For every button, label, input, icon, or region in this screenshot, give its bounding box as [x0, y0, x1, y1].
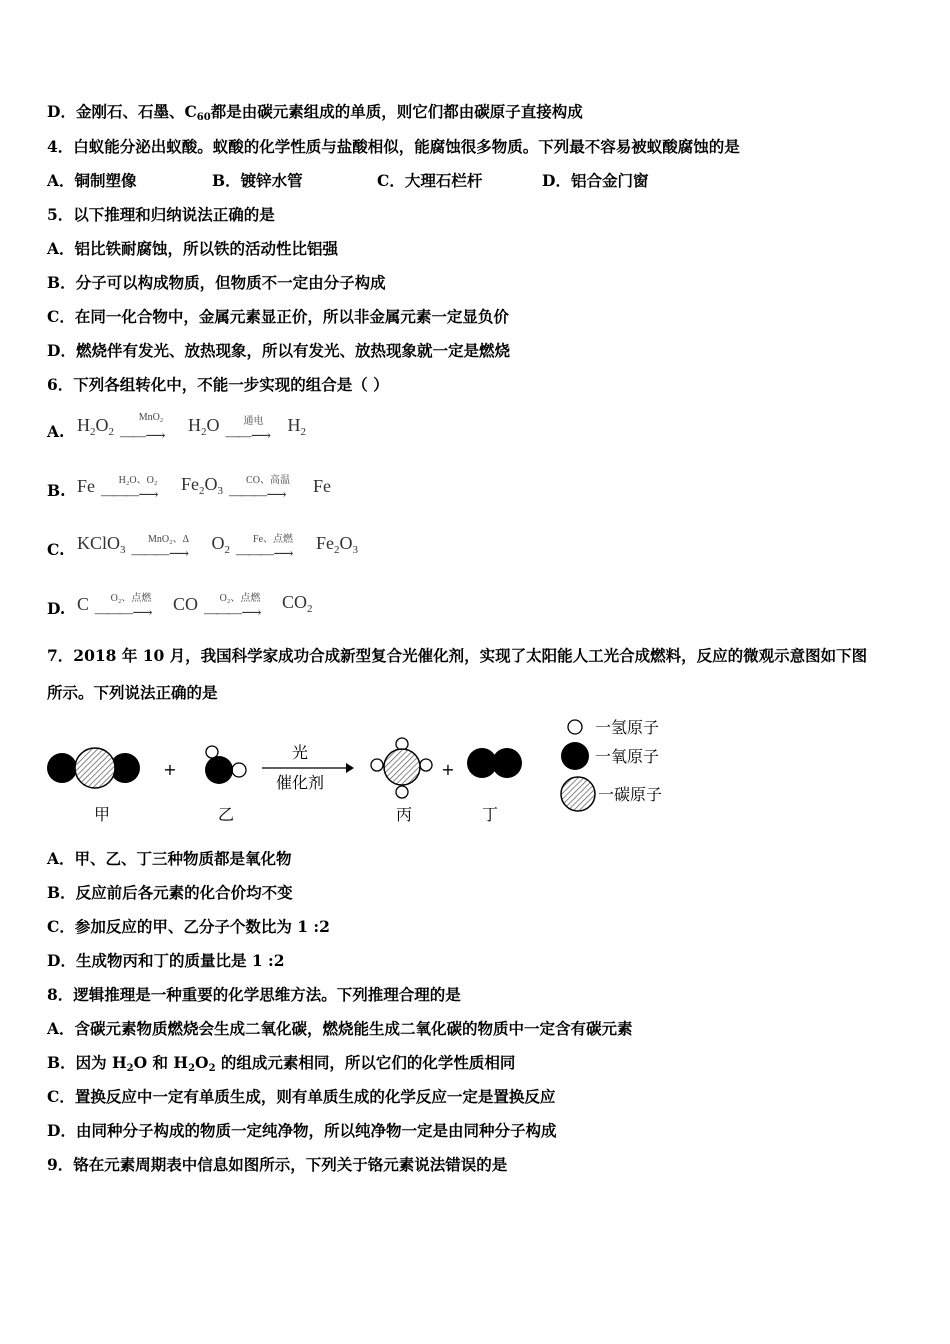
legend-oxygen-label: 一氧原子	[595, 747, 660, 766]
legend-carbon-label: 一碳原子	[598, 785, 663, 804]
reaction-arrow: CO、高温 ——— ⟶	[229, 475, 290, 503]
hydrogen-atom	[232, 763, 246, 777]
q7-stem-line2: 所示。下列说法正确的是	[47, 683, 218, 702]
hydrogen-atom	[371, 759, 383, 771]
plus-sign: +	[441, 760, 455, 779]
molecule-ding	[467, 748, 522, 778]
q6-option-a-formula: $H_2O_2$ MnO₂ —— ⟶ $H_2O$ 通电 —— ⟶ $H_2$	[77, 412, 306, 444]
q6-option-b-formula: Fe H₂O、O₂ ——— ⟶ $Fe_2O_3$ CO、高温 ——— ⟶ Fe	[77, 474, 331, 503]
svg-text:光: 光	[291, 743, 309, 762]
legend-oxygen-icon	[561, 742, 589, 770]
molecule-bing	[371, 738, 432, 798]
hydrogen-atom	[206, 746, 218, 758]
q8-stem: 8．逻辑推理是一种重要的化学思维方法。下列推理合理的是	[47, 985, 461, 1004]
q5-option-d: D．燃烧伴有发光、放热现象，所以有发光、放热现象就一定是燃烧	[47, 341, 510, 360]
q8-option-c: C．置换反应中一定有单质生成，则有单质生成的化学反应一定是置换反应	[47, 1087, 556, 1106]
molecule-jia	[47, 748, 140, 788]
label-bing: 丙	[395, 805, 413, 824]
reaction-micro-diagram	[40, 710, 700, 835]
q5-stem: 5．以下推理和归纳说法正确的是	[47, 205, 275, 224]
q4-option-b: B．镀锌水管	[212, 171, 303, 190]
legend-carbon-icon	[561, 777, 595, 811]
q4-stem: 4．白蚁能分泌出蚁酸。蚁酸的化学性质与盐酸相似，能腐蚀很多物质。下列最不容易被蚁酸腐蚀的是	[47, 137, 740, 156]
q4-option-d: D．铝合金门窗	[542, 171, 649, 190]
q8-option-a: A．含碳元素物质燃烧会生成二氧化碳，燃烧能生成二氧化碳的物质中一定含有碳元素	[47, 1019, 633, 1038]
label-yi: 乙	[217, 805, 235, 824]
q8-option-d: D．由同种分子构成的物质一定纯净物，所以纯净物一定是由同种分子构成	[47, 1121, 557, 1140]
q7-option-b: B．反应前后各元素的化合价均不变	[47, 883, 293, 902]
carbon-atom	[75, 748, 115, 788]
q5-option-a: A．铝比铁耐腐蚀，所以铁的活动性比铝强	[47, 239, 339, 258]
svg-text:催化剂: 催化剂	[275, 773, 325, 792]
legend	[561, 718, 662, 811]
molecule-yi	[205, 746, 246, 784]
hydrogen-atom	[396, 738, 408, 750]
q5-option-b: B．分子可以构成物质，但物质不一定由分子构成	[47, 273, 386, 292]
reaction-arrow	[262, 743, 354, 792]
label-jia: 甲	[93, 805, 111, 824]
reaction-arrow: H₂O、O₂ ——— ⟶	[101, 475, 158, 503]
hydrogen-atom	[420, 759, 432, 771]
label-ding: 丁	[481, 805, 499, 824]
q5-option-c: C．在同一化合物中，金属元素显正价，所以非金属元素一定显负价	[47, 307, 509, 326]
carbon-atom	[384, 749, 420, 785]
q7-option-a: A．甲、乙、丁三种物质都是氧化物	[47, 849, 292, 868]
q7-option-c: C．参加反应的甲、乙分子个数比为 1 :2	[47, 917, 330, 936]
reaction-arrow: MnO₂ —— ⟶	[120, 412, 164, 444]
q6-stem: 6．下列各组转化中，不能一步实现的组合是（ ）	[47, 375, 389, 394]
q7-stem-line1: 7．2018 年 10 月，我国科学家成功合成新型复合光催化剂，实现了太阳能人工光合成燃料，反应的微观示意图如下图	[47, 646, 868, 665]
q9-stem: 9．铬在元素周期表中信息如图所示，下列关于铬元素说法错误的是	[47, 1155, 508, 1174]
q8-option-b: B．因为 $H_2O$ 和 $H_2O_2$ 的组成元素相同，所以它们的化学性质相同	[47, 1053, 516, 1074]
q3-option-d: D．金刚石、石墨、$C_{60}$都是由碳元素组成的单质，则它们都由碳原子直接构成	[47, 102, 583, 123]
q4-option-a: A．铜制塑像	[47, 171, 137, 190]
hydrogen-atom	[396, 786, 408, 798]
q6-option-c-formula: KClO$_3$ MnO₂、Δ ——— ⟶ $O_2$ Fe、点燃 ——— ⟶ $Fe_2O_3$	[77, 533, 359, 562]
reaction-arrow: MnO₂、Δ ——— ⟶	[131, 534, 190, 562]
reaction-arrow: 通电 —— ⟶	[225, 416, 270, 444]
q4-option-c: C．大理石栏杆	[377, 171, 483, 190]
legend-hydrogen-label: 一氢原子	[595, 718, 660, 737]
reaction-arrow: Fe、点燃 ——— ⟶	[236, 534, 294, 562]
legend-hydrogen-icon	[568, 720, 582, 734]
plus-sign: +	[163, 760, 177, 779]
q7-option-d: D．生成物丙和丁的质量比是 1 :2	[47, 951, 285, 970]
oxygen-atom	[492, 748, 522, 778]
reaction-arrow: O₂、点燃 ——— ⟶	[204, 593, 261, 621]
oxygen-atom	[47, 753, 77, 783]
reaction-arrow: O₂、点燃 ——— ⟶	[95, 593, 152, 621]
oxygen-atom	[205, 756, 233, 784]
q6-option-d-formula: C O₂、点燃 ——— ⟶ CO O₂、点燃 ——— ⟶ $CO_2$	[77, 592, 313, 621]
